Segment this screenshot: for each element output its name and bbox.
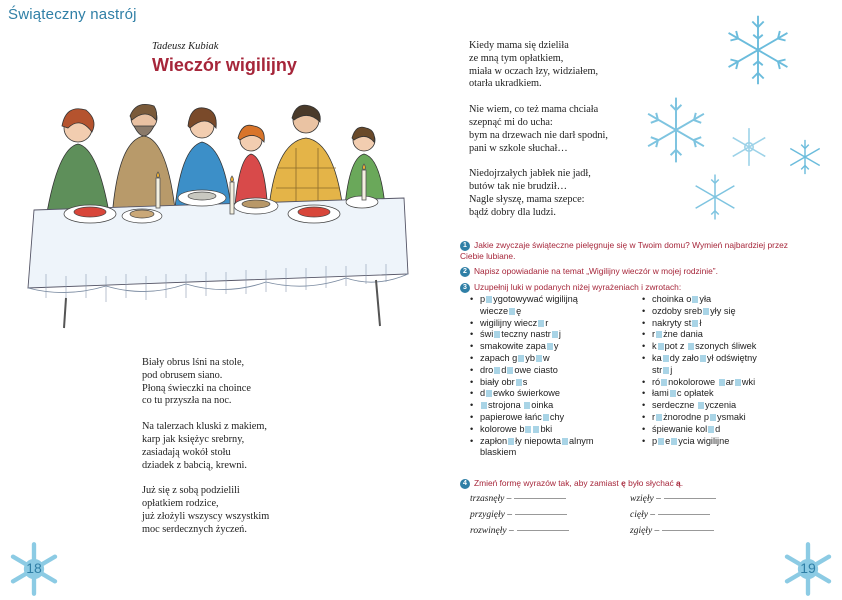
gap-fill-text: biały obr: [480, 376, 515, 387]
letter-gap[interactable]: [658, 438, 664, 445]
letter-gap[interactable]: [658, 343, 664, 350]
gap-fill-text: yły się: [710, 305, 736, 316]
gap-fill-item: [640, 412, 810, 424]
letter-gap[interactable]: [663, 355, 669, 362]
gap-fill-text: j: [558, 329, 561, 340]
gap-fill-text: e: [665, 435, 671, 446]
letter-gap[interactable]: [552, 331, 558, 338]
fill-word: cięły –: [630, 510, 656, 520]
gap-fill-text: łami: [652, 388, 669, 399]
letter-gap[interactable]: [486, 390, 492, 397]
gap-fill-text: s: [522, 376, 528, 387]
letter-gap[interactable]: [692, 296, 698, 303]
gap-fill-text: dro: [480, 364, 494, 375]
gap-fill-text: d: [715, 423, 721, 434]
task-text: Uzupełnij luki w podanych niżej wyrażeniach i zwrotach:: [474, 282, 682, 292]
fill-word: przygięły –: [470, 510, 512, 520]
gap-fill-text: wki: [741, 376, 756, 387]
task-2: [460, 266, 800, 277]
letter-gap[interactable]: [533, 426, 539, 433]
gap-fill-text: w: [543, 352, 550, 363]
letter-gap[interactable]: [518, 355, 524, 362]
snowflake-icon: [640, 94, 712, 166]
gap-fill-text: strojona: [488, 400, 524, 411]
gap-fill-text: k: [652, 341, 657, 352]
gap-fill-text: ył odświętny: [706, 352, 757, 363]
poem-author: Tadeusz Kubiak: [152, 41, 219, 52]
gap-fill-text: ka: [652, 352, 662, 363]
fill-row: [630, 507, 716, 523]
gap-fill-list-right: [640, 294, 810, 447]
letter-gap[interactable]: [509, 308, 515, 315]
letter-gap[interactable]: [661, 379, 667, 386]
gap-fill-item: [468, 353, 636, 365]
gap-fill-text: alnym: [569, 435, 594, 446]
gap-fill-list-left: [468, 294, 636, 459]
gap-fill-text: ró: [652, 376, 661, 387]
letter-gap[interactable]: [656, 414, 662, 421]
fill-word: trzasnęły –: [470, 494, 512, 504]
letter-gap[interactable]: [494, 367, 500, 374]
gap-fill-item: [468, 447, 636, 459]
gap-fill-item: [640, 306, 810, 318]
section-title: Świąteczny nastrój: [8, 6, 137, 23]
gap-fill-text: c opłatek: [676, 388, 714, 399]
gap-fill-text: zapłon: [480, 435, 508, 446]
letter-gap[interactable]: [524, 402, 530, 409]
gap-fill-text: owe ciasto: [514, 364, 558, 375]
gap-fill-text: r: [652, 411, 656, 422]
page-number-right: 19: [800, 560, 816, 576]
letter-gap[interactable]: [671, 438, 677, 445]
gap-fill-text: blaskiem: [480, 447, 517, 458]
letter-gap[interactable]: [543, 414, 549, 421]
fill-words-right: [630, 491, 716, 539]
letter-gap[interactable]: [692, 320, 698, 327]
gap-fill-text: chy: [549, 411, 565, 422]
gap-fill-item: [468, 388, 636, 400]
letter-gap[interactable]: [710, 414, 716, 421]
poem-stanza: Już się z sobą podzielili opłatkiem rodzice, już złożyli wszyscy wszystkim moc serdecznych życzeń.: [142, 485, 270, 535]
gap-fill-text: ę: [516, 305, 522, 316]
poem-stanza: Biały obrus lśni na stole, pod obrusem siano. Płoną świeczki na choince co tu przyszła na noc.: [142, 357, 251, 407]
gap-fill-text: nokolorowe: [668, 376, 718, 387]
letter-gap[interactable]: [508, 438, 514, 445]
gap-fill-text: ysmaki: [717, 411, 746, 422]
gap-fill-text: serdeczne: [652, 400, 697, 411]
fill-word: zgięły –: [630, 526, 660, 536]
answer-line[interactable]: [662, 530, 714, 531]
snowflake-icon: [690, 172, 740, 222]
letter-gap[interactable]: [700, 355, 706, 362]
gap-fill-item: [640, 341, 810, 353]
fill-word: wzięły –: [630, 494, 661, 504]
gap-fill-text: wiecze: [480, 305, 509, 316]
gap-fill-text: zapach g: [480, 352, 518, 363]
gap-fill-text: wigilijny wiecz: [480, 317, 538, 328]
poem-left-column: [142, 357, 342, 550]
gap-fill-item: [468, 306, 636, 318]
letter-gap[interactable]: [486, 296, 492, 303]
gap-fill-text: smakowite zapa: [480, 341, 546, 352]
task-number: 4: [460, 479, 470, 489]
gap-fill-item: [640, 329, 810, 341]
gap-fill-item: [468, 318, 636, 330]
gap-fill-item: [640, 388, 810, 400]
gap-fill-text: p: [480, 294, 486, 304]
gap-fill-text: dy zało: [669, 352, 699, 363]
poem-stanza: Kiedy mama się dzieliła ze mną tym opłatkiem, miała w oczach łzy, widziałem, otarła ukradkiem.: [469, 40, 599, 90]
gap-fill-item: [640, 294, 810, 306]
poem-stanza: Nie wiem, co też mama chciała szepnąć mi do ucha: bym na drzewach nie darł spodni, pani w szkole słuchał…: [469, 104, 608, 154]
fill-word: rozwinęły –: [470, 526, 514, 536]
gap-fill-item: [640, 424, 810, 436]
gap-fill-item: [468, 400, 636, 412]
gap-fill-item: [640, 353, 810, 365]
gap-fill-item: [640, 318, 810, 330]
gap-fill-item: [468, 412, 636, 424]
task-text: Jakie zwyczaje świąteczne pielęgnuje się w Twoim domu? Wymień najbardziej przez Ciebie lubiane.: [460, 240, 788, 261]
letter-gap[interactable]: [507, 367, 513, 374]
fill-row: [470, 507, 569, 523]
poem-stanza: Niedojrzałych jabłek nie jadł, butów tak nie brudził… Nagle słyszę, mama szepce: bądź dobry dla ludzi.: [469, 168, 591, 218]
task-text: Napisz opowiadanie na temat „Wigilijny wieczór w mojej rodzinie”.: [474, 266, 718, 276]
poem-right-column: [469, 40, 669, 233]
task-text: było słychać: [625, 478, 677, 488]
page-number-left: 18: [26, 560, 42, 576]
gap-fill-text: śpiewanie kol: [652, 423, 708, 434]
gap-fill-text: oinka: [531, 400, 554, 411]
snowflake-icon: [786, 138, 824, 176]
gap-fill-text: żnorodne p: [663, 411, 710, 422]
task-text: .: [680, 478, 684, 488]
task-highlight: ę: [621, 478, 626, 488]
letter-gap[interactable]: [735, 379, 741, 386]
gap-fill-text: j: [670, 364, 673, 375]
gap-fill-item: [468, 294, 636, 306]
task-1: [460, 240, 800, 262]
gap-fill-text: papierowe łańc: [480, 411, 542, 422]
task-text: Zmień formę wyrazów tak, aby zamiast: [474, 478, 622, 488]
task-3: [460, 282, 800, 293]
task-number: 3: [460, 283, 470, 293]
gap-fill-text: y: [553, 341, 559, 352]
gap-fill-text: ł: [699, 317, 702, 328]
gap-fill-text: d: [501, 364, 507, 375]
letter-gap[interactable]: [547, 343, 553, 350]
snowflake-icon: [728, 126, 770, 168]
letter-gap[interactable]: [536, 355, 542, 362]
letter-gap[interactable]: [516, 379, 522, 386]
answer-line[interactable]: [658, 514, 710, 515]
letter-gap[interactable]: [481, 402, 487, 409]
gap-fill-text: yła: [699, 294, 712, 304]
task-highlight: ą: [676, 478, 681, 488]
gap-fill-text: r: [652, 329, 656, 340]
gap-fill-text: ygotowywać wigilijną: [493, 294, 578, 304]
gap-fill-item: [468, 377, 636, 389]
letter-gap[interactable]: [688, 343, 694, 350]
gap-fill-text: p: [652, 435, 658, 446]
gap-fill-text: ycia wigilijne: [678, 435, 730, 446]
fill-words-left: [470, 491, 569, 539]
letter-gap[interactable]: [670, 390, 676, 397]
family-dinner-illustration: [6, 98, 416, 330]
fill-row: [630, 491, 716, 507]
letter-gap[interactable]: [656, 331, 662, 338]
task-number: 2: [460, 267, 470, 277]
letter-gap[interactable]: [698, 402, 704, 409]
gap-fill-text: szonych śliwek: [695, 341, 757, 352]
gap-fill-text: teczny nastr: [501, 329, 551, 340]
answer-line[interactable]: [664, 498, 716, 499]
gap-fill-text: str: [652, 364, 663, 375]
letter-gap[interactable]: [663, 367, 669, 374]
gap-fill-text: choinka o: [652, 294, 692, 304]
gap-fill-item: [640, 436, 810, 448]
letter-gap[interactable]: [708, 426, 714, 433]
answer-line[interactable]: [517, 530, 569, 531]
fill-row: [470, 523, 569, 539]
gap-fill-item: [640, 400, 810, 412]
letter-gap[interactable]: [719, 379, 725, 386]
gap-fill-text: nakryty st: [652, 317, 692, 328]
snowflake-icon: [720, 12, 796, 88]
gap-fill-item: [640, 365, 810, 377]
gap-fill-item: [468, 341, 636, 353]
gap-fill-text: bki: [540, 423, 553, 434]
gap-fill-item: [468, 365, 636, 377]
answer-line[interactable]: [514, 498, 566, 499]
answer-line[interactable]: [515, 514, 567, 515]
gap-fill-text: yczenia: [704, 400, 737, 411]
gap-fill-text: świ: [480, 329, 494, 340]
task-4: [460, 478, 800, 489]
gap-fill-text: yb: [525, 352, 536, 363]
gap-fill-item: [640, 377, 810, 389]
gap-fill-text: ły niepowta: [515, 435, 562, 446]
letter-gap[interactable]: [562, 438, 568, 445]
gap-fill-text: żne dania: [663, 329, 703, 340]
fill-row: [470, 491, 569, 507]
poem-title: Wieczór wigilijny: [152, 55, 297, 75]
gap-fill-text: r: [545, 317, 549, 328]
letter-gap[interactable]: [703, 308, 709, 315]
gap-fill-item: [468, 436, 636, 448]
gap-fill-text: ozdoby sreb: [652, 305, 703, 316]
fill-row: [630, 523, 716, 539]
gap-fill-text: d: [480, 388, 486, 399]
gap-fill-text: ar: [725, 376, 734, 387]
letter-gap[interactable]: [525, 426, 531, 433]
gap-fill-item: [468, 329, 636, 341]
letter-gap[interactable]: [538, 320, 544, 327]
task-number: 1: [460, 241, 470, 251]
gap-fill-item: [468, 424, 636, 436]
gap-fill-text: pot z: [664, 341, 688, 352]
poem-stanza: Na talerzach kluski z makiem, karp jak księżyc srebrny, zasiadają wokół stołu dziadek z babcią, krewni.: [142, 421, 267, 471]
gap-fill-text: kolorowe b: [480, 423, 525, 434]
letter-gap[interactable]: [494, 331, 500, 338]
gap-fill-text: ewko świerkowe: [493, 388, 561, 399]
